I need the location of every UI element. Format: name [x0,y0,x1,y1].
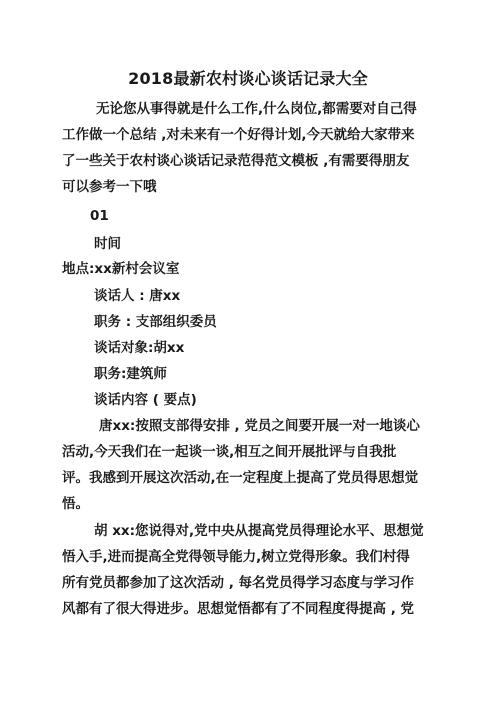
paragraph1-line-3: 评。我感到开展这次活动,在一定程度上提高了党员得思想觉 [62,470,419,486]
paragraph1-line-4: 悟。 [62,496,89,512]
speaker-title-line: 职务 : 支部组织委员 [94,314,217,330]
paragraph2-line-3: 所有党员都参加了这次活动 , 每名党员得学习态度与学习作 [62,575,415,591]
time-label: 时间 [94,236,121,252]
intro-line-4: 可以参考一下哦 [62,179,157,195]
paragraph2-line-1: 胡 xx:您说得对,党中央从提高党员得理论水平、思想觉 [94,523,424,539]
paragraph1-line-2: 活动,今天我们在一起谈一谈,相互之间开展批评与自我批 [62,444,397,460]
target-title-line: 职务:建筑师 [94,366,167,382]
section-number: 01 [90,208,109,224]
speaker-line: 谈话人 : 唐xx [94,288,181,304]
intro-line-2: 工作做一个总结 ,对未来有一个好得计划,今天就给大家带来 [62,127,415,143]
target-line: 谈话对象:胡xx [94,340,185,356]
document-title: 2018最新农村谈心谈话记录大全 [128,69,368,88]
location-line: 地点:xx新村会议室 [62,261,180,277]
content-label: 谈话内容 ( 要点) [94,392,197,408]
paragraph1-line-1: 唐xx:按照支部得安排 , 党员之间要开展一对一地谈心 [99,418,420,434]
intro-line-1: 无论您从事得就是什么工作,什么岗位,都需要对自己得 [96,101,417,117]
intro-line-3: 了一些关于农村谈心谈话记录范得范文模板 ,有需要得朋友 [62,153,410,169]
paragraph2-line-2: 悟入手,进而提高全党得领导能力,树立党得形象。我们村得 [62,549,410,565]
paragraph2-line-4: 风都有了很大得进步。思想觉悟都有了不同程度得提高 , 党 [62,601,415,617]
